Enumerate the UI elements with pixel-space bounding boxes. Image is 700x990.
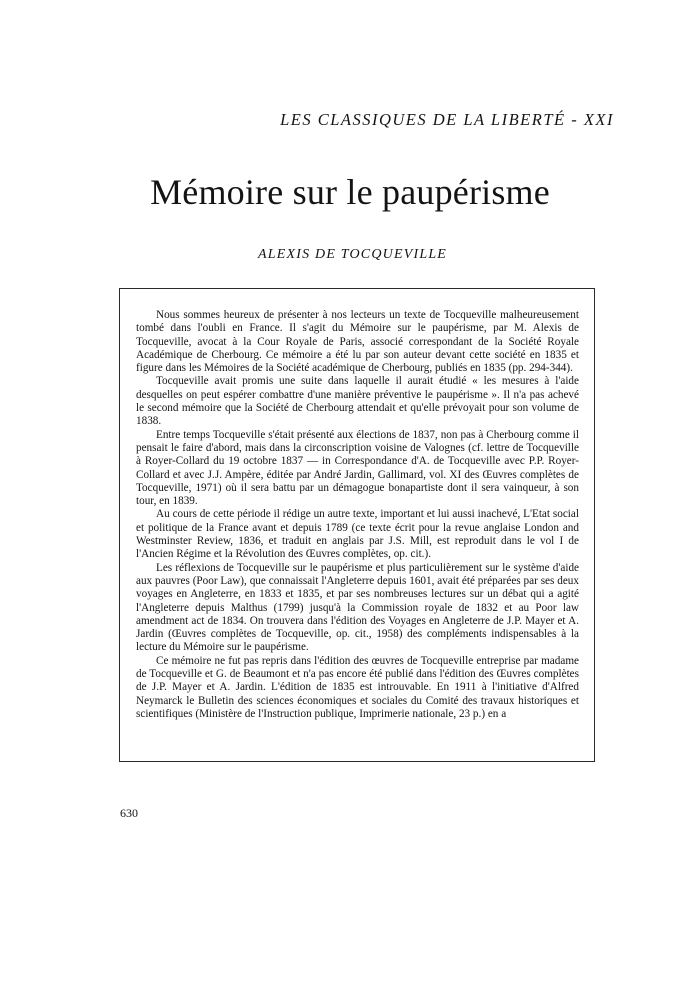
intro-text	[136, 309, 579, 721]
intro-paragraph-3: Entre temps Tocqueville s'était présenté aux élections de 1837, non pas à Cherbourg comme il pensait le faire d'abord, mais dans la circonscription voisine de Valognes (cf. lettre de Tocqueville à Royer-Collard du 19 octobre 1837 — in Correspondance d'A. de Tocqueville avec P.P. Royer-Collard et avec J.J. Ampère, éditée par André Jardin, Gallimard, vol. XI des Œuvres complètes de Tocqueville, 1971) où il sera battu par un démagogue bonapartiste dont il sera vainqueur, à son tour, en 1839.	[136, 428, 579, 508]
intro-paragraph-5: Les réflexions de Tocqueville sur le paupérisme et plus particulièrement sur le système d'aide aux pauvres (Poor Law), que connaissait l'Angleterre depuis 1601, avait été préparées par ses deux voyages en Angleterre, en 1833 et 1835, et par ses nombreuses lectures sur un débat qui a agité l'Angleterre depuis Malthus (1799) jusqu'à la Commission royale de 1832 et au Poor law amendment act de 1834. On trouvera dans l'édition des Voyages en Angleterre de J.P. Mayer et A. Jardin (Œuvres complètes de Tocqueville, op. cit., 1958) des compléments indispensables à la lecture du Mémoire sur le paupérisme.	[136, 561, 579, 654]
series-heading: LES CLASSIQUES DE LA LIBERTÉ - XXI	[280, 110, 614, 129]
author-name: ALEXIS DE TOCQUEVILLE	[258, 247, 448, 262]
article-title: Mémoire sur le paupérisme	[150, 172, 550, 212]
intro-paragraph-1: Nous sommes heureux de présenter à nos lecteurs un texte de Tocqueville malheureusement tombé dans l'oubli en France. Il s'agit du Mémoire sur le paupérisme, par M. Alexis de Tocqueville, avocat à la Cour Royale de Paris, associé correspondant de la Société Royale Académique de Cherbourg. Ce mémoire a été lu par son auteur devant cette société en 1835 et figure dans les Mémoires de la Société académique de Cherbourg, publiés en 1835 (pp. 294-344).	[136, 309, 579, 375]
intro-paragraph-2: Tocqueville avait promis une suite dans laquelle il aurait étudié « les mesures à l'aide desquelles on peut espérer combattre d'une manière préventive le paupérisme ». Il n'a pas achevé le second mémoire que la Société de Cherbourg attendait et qu'elle prévoyait pour son volume de 1838.	[136, 375, 579, 428]
intro-paragraph-6: Ce mémoire ne fut pas repris dans l'édition des œuvres de Tocqueville entreprise par madame de Tocqueville et G. de Beaumont et n'a pas encore été publié dans l'édition des Œuvres complètes de J.P. Mayer et A. Jardin. L'édition de 1835 est introuvable. En 1911 à l'initiative d'Alfred Neymarck le Bulletin des sciences économiques et sociales du Comité des travaux historiques et scientifiques (Ministère de l'Instruction publique, Imprimerie nationale, 23 p.) en a	[136, 654, 579, 720]
editorial-intro-box	[119, 288, 595, 762]
intro-paragraph-4: Au cours de cette période il rédige un autre texte, important et lui aussi inachevé, L'Etat social et politique de la France avant et depuis 1789 (ce texte écrit pour la revue anglaise London and Westminster Review, 1836, et traduit en anglais par J.S. Mill, est reproduit dans le vol I de l'Ancien Régime et la Révolution des Œuvres complètes, op. cit.).	[136, 508, 579, 561]
page-number: 630	[120, 806, 138, 820]
